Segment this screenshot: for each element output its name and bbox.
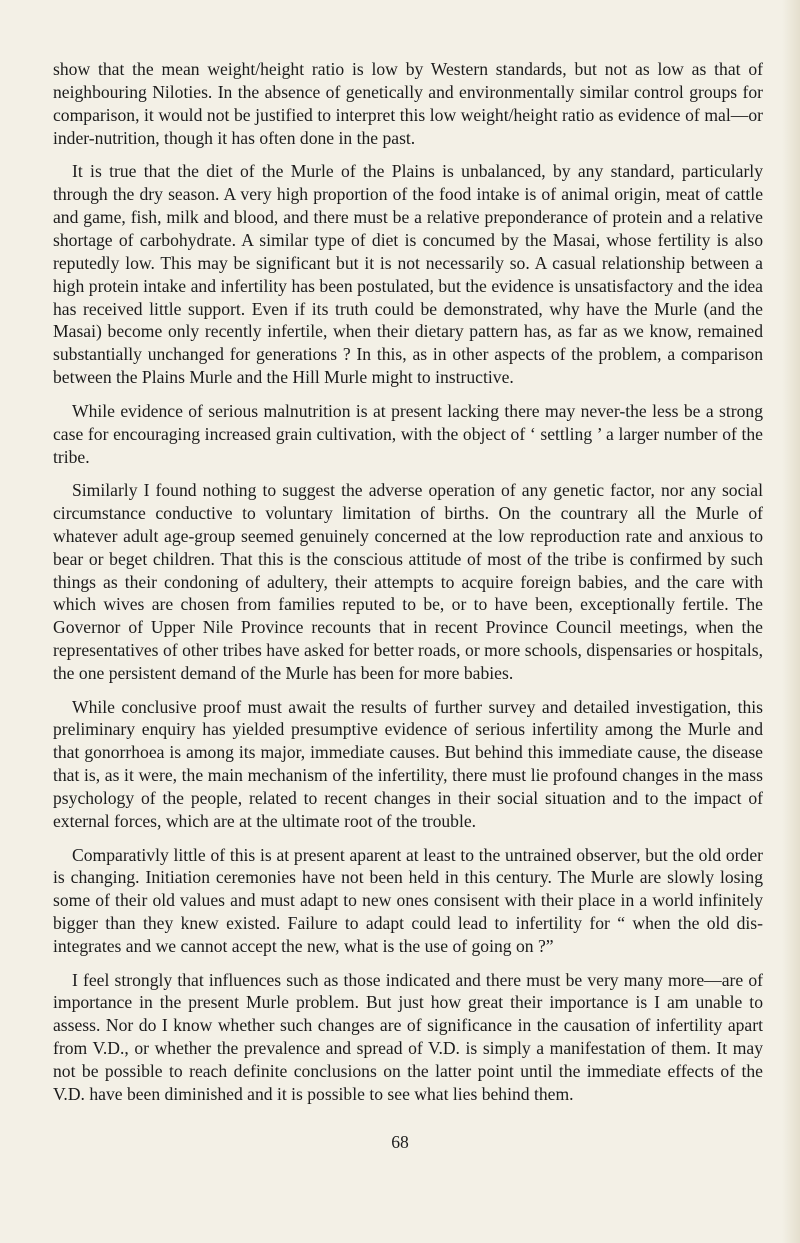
paragraph-4: Similarly I found nothing to suggest the adverse operation of any genetic factor, nor any social circumstance conductive to voluntary limitation of births. On the countrary all the Murle of whatever adult age-group seemed genuinely concerned at the low reproduction rate and anxious to bear or beget children. That this is the conscious attitude of most of the tribe is confirmed by such things as their condoning of adultery, their attempts to acquire foreign babies, and the care with which wives are chosen from families reputed to be, or to have been, exceptionally fertile. The Governor of Upper Nile Province recounts that in recent Province Council meetings, when the representatives of other tribes have asked for better roads, or more schools, dispensaries or hospitals, the one persistent demand of the Murle has been for more babies. <box>53 479 763 684</box>
paragraph-3: While evidence of serious malnutrition is at present lacking there may never-the less be a strong case for encouraging increased grain cultivation, with the object of ‘ settling ’ a larger number of the tribe. <box>53 400 763 467</box>
paragraph-5: While conclusive proof must await the results of further survey and detailed investigation, this preliminary enquiry has yielded presumptive evidence of serious infertility among the Murle and that gonorrhoea is among its major, immediate causes. But behind this immediate cause, the disease that is, as it were, the main mechanism of the infertility, there must lie profound changes in the mass psychology of the people, related to recent changes in their social situation and to the impact of external forces, which are at the ultimate root of the trouble. <box>53 696 763 832</box>
paragraph-7: I feel strongly that influences such as those indicated and there must be very many more—are of importance in the present Murle problem. But just how great their importance is I am unable to assess. Nor do I know whether such changes are of significance in the causation of infertility apart from V.D., or whether the prevalence and spread of V.D. is simply a manifestation of them. It may not be possible to reach definite conclusions on the latter point until the immediate effects of the V.D. have been diminished and it is possible to see what lies behind them. <box>53 969 763 1105</box>
body-text <box>53 58 763 1116</box>
paragraph-6: Comparativly little of this is at present aparent at least to the untrained observer, but the old order is changing. Initiation ceremonies have not been held in this century. The Murle are slowly losing some of their old values and must adapt to new ones consisent with their place in a world infinitely bigger than they knew existed. Failure to adapt could lead to infertility for “ when the old dis-integrates and we cannot accept the new, what is the use of going on ?” <box>53 844 763 957</box>
paragraph-1: show that the mean weight/height ratio is low by Western standards, but not as low as that of neighbouring Niloties. In the absence of genetically and environmentally similar control groups for comparison, it would not be justified to interpret this low weight/height ratio as evidence of mal—or inder-nutrition, though it has often done in the past. <box>53 59 763 148</box>
page-number: 68 <box>391 1132 409 1152</box>
paragraph-2: It is true that the diet of the Murle of the Plains is unbalanced, by any standard, particularly through the dry season. A very high proportion of the food intake is of animal origin, meat of cattle and game, fish, milk and blood, and there must be a relative preponderance of protein and a relative shortage of carbohydrate. A similar type of diet is concumed by the Masai, whose fertility is also reputedly low. This may be significant but it is not necessarily so. A casual relationship between a high protein intake and infertility has been postulated, but the evidence is unsatisfactory and the idea has received little support. Even if its truth could be demonstrated, why have the Murle (and the Masai) become only recently infertile, when their dietary pattern has, as far as we know, remained substantially unchanged for generations ? In this, as in other aspects of the problem, a comparison between the Plains Murle and the Hill Murle might to instructive. <box>53 161 763 388</box>
